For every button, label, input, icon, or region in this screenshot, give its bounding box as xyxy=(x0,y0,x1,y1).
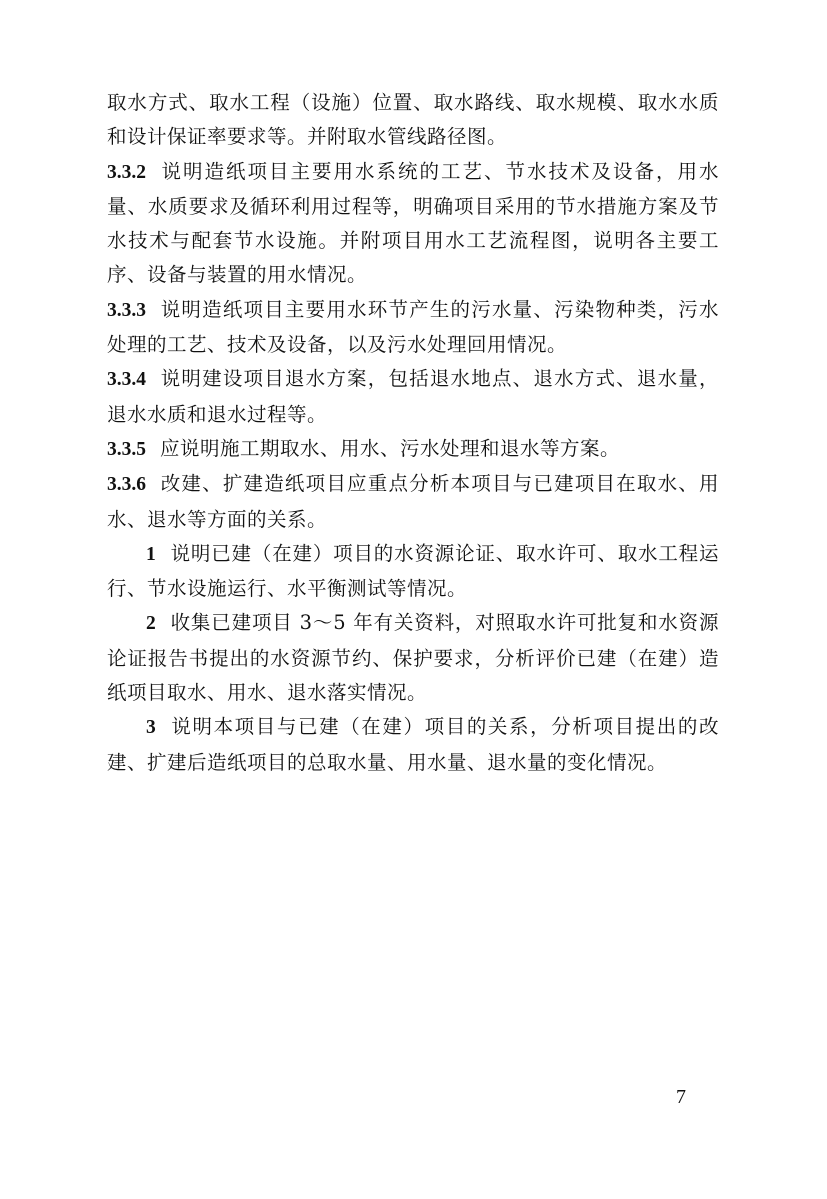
clause-text: 改建、扩建造纸项目应重点分析本项目与已建项目在取水、用水、退水等方面的关系。 xyxy=(107,472,719,531)
clause-number: 3.3.4 xyxy=(107,369,146,391)
paragraph-text: 取水方式、取水工程（设施）位置、取水路线、取水规模、取水水质和设计保证率要求等。并附取水管线路径图。 xyxy=(107,91,719,149)
item-text: 说明已建（在建）项目的水资源论证、取水许可、取水工程运行、节水设施运行、水平衡测试等情况。 xyxy=(107,541,719,601)
clause-number: 3.3.6 xyxy=(107,474,146,496)
clause-3-3-5 xyxy=(107,432,719,467)
item-text: 说明本项目与已建（在建）项目的关系，分析项目提出的改建、扩建后造纸项目的总取水量、用水量、退水量的变化情况。 xyxy=(107,715,719,774)
item-number: 1 xyxy=(146,543,157,565)
clause-3-3-3 xyxy=(107,293,719,363)
paragraph-continuation xyxy=(107,86,719,155)
page-number: 7 xyxy=(676,1086,686,1108)
list-item-3 xyxy=(107,710,719,780)
clause-number: 3.3.3 xyxy=(107,299,146,321)
clause-3-3-4 xyxy=(107,362,719,432)
clause-text: 说明造纸项目主要用水系统的工艺、节水技术及设备，用水量、水质要求及循环利用过程等，明确项目采用的节水措施方案及节水技术与配套节水设施。并附项目用水工艺流程图，说明各主要工序、设备与装置的用水情况。 xyxy=(107,159,719,287)
clause-number: 3.3.5 xyxy=(107,438,146,460)
clause-3-3-2 xyxy=(107,155,719,293)
item-number: 2 xyxy=(146,613,157,635)
clause-text: 说明造纸项目主要用水环节产生的污水量、污染物种类，污水处理的工艺、技术及设备，以及污水处理回用情况。 xyxy=(107,297,719,357)
item-text: 收集已建项目 3～5 年有关资料，对照取水许可批复和水资源论证报告书提出的水资源节约、保护要求，分析评价已建（在建）造纸项目取水、用水、退水落实情况。 xyxy=(107,611,719,705)
clause-text: 应说明施工期取水、用水、污水处理和退水等方案。 xyxy=(160,436,621,460)
item-number: 3 xyxy=(146,717,157,739)
clause-3-3-6 xyxy=(107,467,719,537)
clause-number: 3.3.2 xyxy=(107,161,146,183)
clause-text: 说明建设项目退水方案，包括退水地点、退水方式、退水量，退水水质和退水过程等。 xyxy=(107,367,719,426)
list-item-2 xyxy=(107,606,719,710)
document-body xyxy=(107,86,719,780)
list-item-1 xyxy=(107,537,719,607)
